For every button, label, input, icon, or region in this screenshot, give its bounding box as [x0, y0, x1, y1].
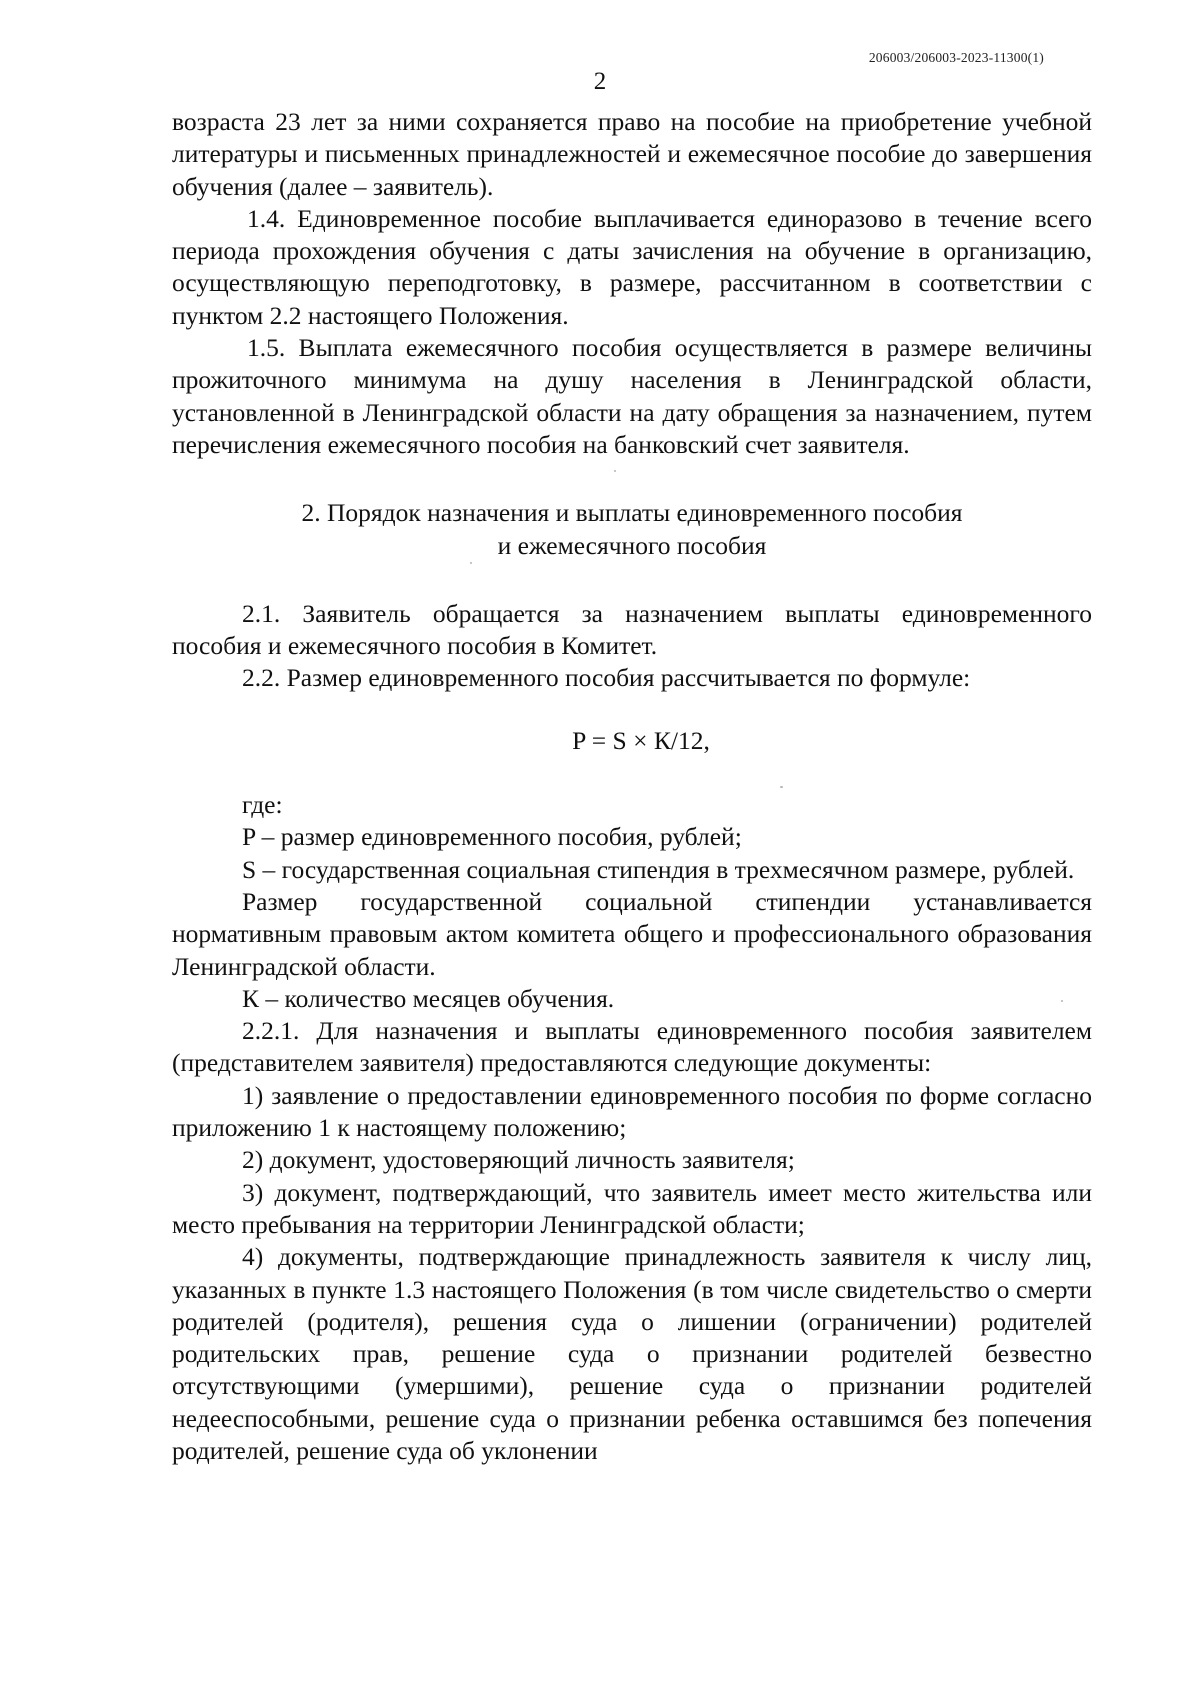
scan-speck	[470, 562, 472, 564]
definition-p: P – размер единовременного пособия, рублей;	[242, 822, 742, 852]
benefit-formula: P = S × К/12,	[572, 725, 710, 755]
document-body	[172, 106, 1092, 1467]
paragraph-2-2-1: 2.2.1. Для назначения и выплаты единовременного пособия заявителем (представителем заявителя) предоставляются следующие документы:	[172, 1016, 1092, 1078]
document-id: 206003/206003-2023-11300(1)	[868, 50, 1044, 65]
list-item-2: 2) документ, удостоверяющий личность заявителя;	[242, 1145, 795, 1175]
paragraph-2-2: 2.2. Размер единовременного пособия рассчитывается по формуле:	[242, 663, 971, 693]
list-item-1: 1) заявление о предоставлении единовременного пособия по форме согласно приложению 1 к настоящему положению;	[172, 1080, 1092, 1143]
page-number: 2	[593, 68, 607, 95]
paragraph-1-5: 1.5. Выплата ежемесячного пособия осуществляется в размере величины прожиточного минимума на душу населения в Ленинградской области, установленной в Ленинградской области на дату обращения за назначением, путем перечисления ежемесячного пособия на банковский счет заявителя.	[172, 333, 1092, 459]
paragraph-2-1: 2.1. Заявитель обращается за назначением выплаты единовременного пособия и ежемесячного пособия в Комитет.	[172, 598, 1092, 661]
list-item-3: 3) документ, подтверждающий, что заявитель имеет место жительства или место пребывания на территории Ленинградской области;	[172, 1177, 1092, 1239]
section-2-heading-line-1: 2. Порядок назначения и выплаты единовременного пособия	[301, 498, 963, 528]
scan-speck	[614, 470, 616, 472]
paragraph-continuation: возраста 23 лет за ними сохраняется право на пособие на приобретение учебной литературы и письменных принадлежностей и ежемесячное пособие до завершения обучения (далее – заявитель).	[172, 107, 1092, 201]
paragraph-1-4: 1.4. Единовременное пособие выплачивается единоразово в течение всего периода прохождения обучения с даты зачисления на обучение в организацию, осуществляющую переподготовку, в размере, рассчитанном в соответствии с пунктом 2.2 настоящего Положения.	[172, 203, 1092, 330]
list-item-4: 4) документы, подтверждающие принадлежность заявителя к числу лиц, указанных в пункте 1.3 настоящего Положения (в том числе свидетельство о смерти родителей (родителя), решения суда о лишении (ограничении) родителей родительских прав, решение суда о признании родителей безвестно отсутствующими (умершими), решение суда о признании родителей недееспособными, решение суда о признании ребенка оставшимся без попечения родителей, решение суда об уклонении	[172, 1242, 1092, 1465]
scan-speck	[780, 786, 783, 788]
section-2-heading-line-2: и ежемесячного пособия	[497, 530, 767, 560]
definition-s: S – государственная социальная стипендия в трехмесячном размере, рублей.	[242, 854, 1075, 884]
where-label: где:	[242, 790, 283, 820]
section-2-heading	[172, 497, 1092, 562]
scan-speck	[1061, 1000, 1063, 1002]
definition-k: К – количество месяцев обучения.	[242, 983, 615, 1013]
stipend-note: Размер государственной социальной стипендии устанавливается нормативным правовым актом комитета общего и профессионального образования Ленинградской области.	[172, 886, 1092, 981]
